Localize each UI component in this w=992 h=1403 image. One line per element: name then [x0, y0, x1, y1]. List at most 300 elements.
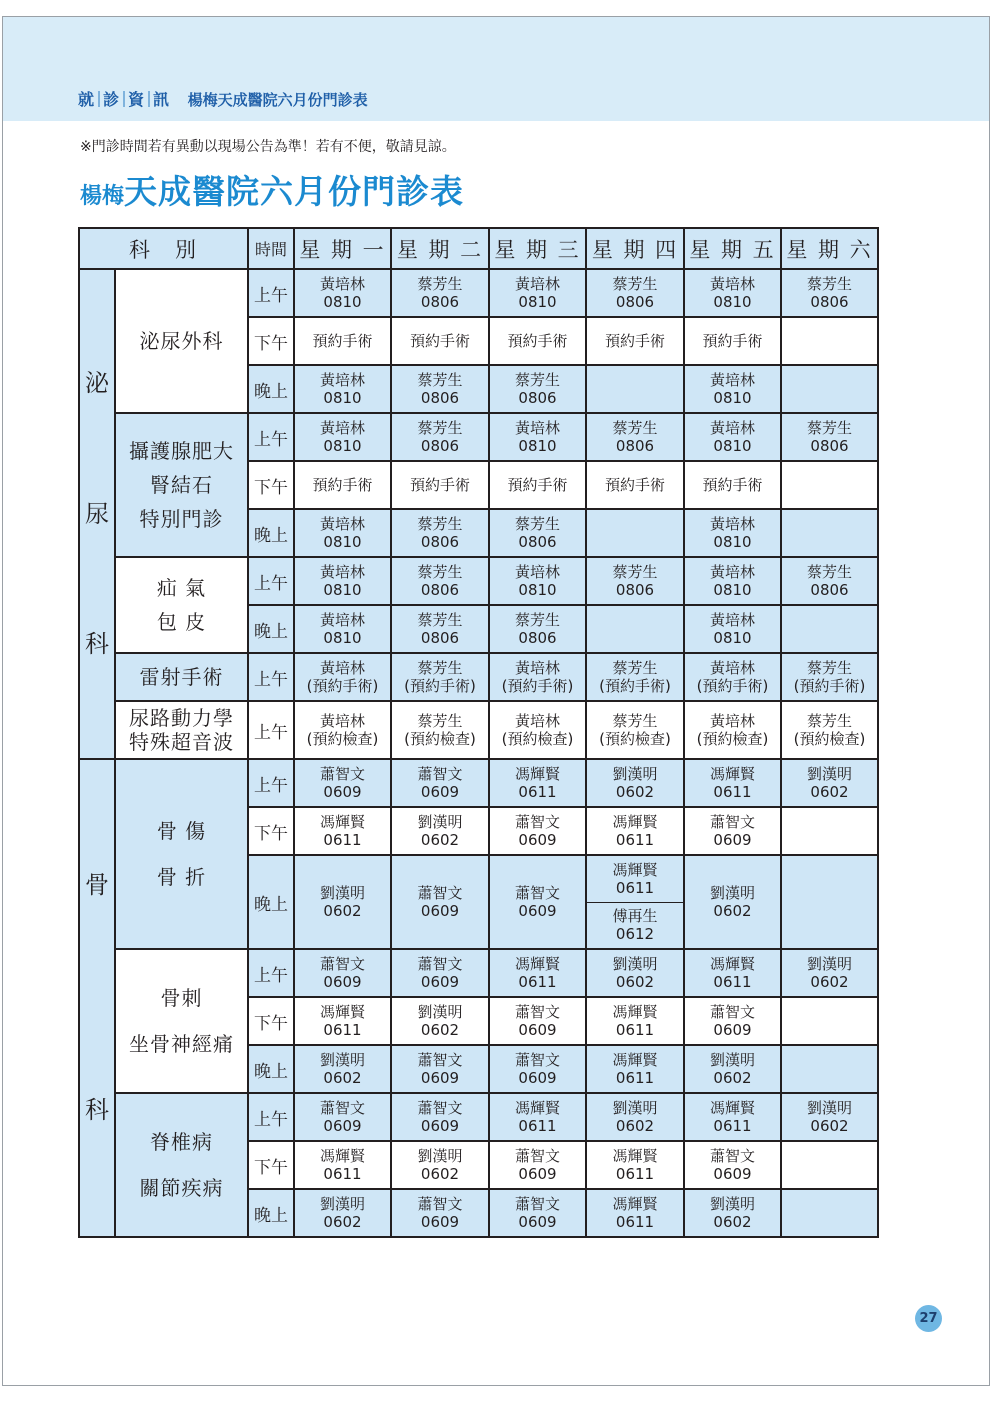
- table-row: [79, 949, 878, 997]
- time-slot-label: 晚上: [248, 509, 294, 557]
- doctor-name: 蕭智文: [514, 1195, 560, 1213]
- doctor-code: 0806: [615, 437, 655, 455]
- schedule-cell: [684, 605, 781, 653]
- time-slot-label: 晚上: [248, 1045, 294, 1093]
- subdept-hernia: [115, 557, 248, 653]
- doctor-code: 0609: [713, 831, 752, 849]
- schedule-cell: [489, 317, 586, 365]
- doctor-code: 0602: [615, 1117, 655, 1135]
- doctor-code: 0806: [420, 437, 460, 455]
- doctor-name: 蔡芳生: [417, 611, 463, 629]
- doctor-code: 0602: [420, 1021, 460, 1039]
- doctor-code: 0806: [518, 629, 557, 647]
- schedule-cell: [294, 1189, 391, 1237]
- doctor-code: 0806: [420, 581, 460, 599]
- doctor-name: 劉漢明: [612, 955, 658, 973]
- doctor-code: 0611: [713, 783, 752, 801]
- header-section-title: [78, 87, 368, 110]
- doctor-name: 黃培林: [514, 712, 560, 730]
- doctor-name: 蕭智文: [514, 884, 560, 902]
- doctor-code: 0806: [615, 293, 655, 311]
- doctor-code: 0602: [713, 902, 752, 920]
- doctor-code: 0609: [420, 902, 460, 920]
- doctor-name: 蔡芳生: [417, 275, 463, 293]
- table-row: [79, 701, 878, 759]
- doctor-name: 劉漢明: [417, 1003, 463, 1021]
- schedule-cell: [391, 807, 489, 855]
- doctor-name: 馮輝賢: [612, 1195, 658, 1213]
- subdept-label: 骨 折: [156, 865, 207, 889]
- doctor-name: 蕭智文: [417, 765, 463, 783]
- schedule-cell: [391, 1141, 489, 1189]
- doctor-code: 0602: [420, 1165, 460, 1183]
- dept-orthopedics: [79, 759, 115, 1237]
- schedule-cell: [781, 605, 878, 653]
- doctor-name: 蕭智文: [417, 1051, 463, 1069]
- doctor-name: 蔡芳生: [612, 659, 658, 677]
- subdept-spur: [115, 949, 248, 1093]
- doctor-name: 蕭智文: [417, 955, 463, 973]
- schedule-cell: [489, 1045, 586, 1093]
- page-number: 27: [915, 1305, 942, 1332]
- doctor-code: 0806: [420, 533, 460, 551]
- header-subtitle: 楊梅天成醫院六月份門診表: [187, 91, 368, 109]
- doctor-code: 0806: [810, 437, 849, 455]
- time-slot-label: 晚上: [248, 855, 294, 949]
- doctor-code: 0612: [615, 925, 655, 943]
- doctor-code: 0810: [713, 629, 752, 647]
- doctor-code: 0602: [810, 783, 849, 801]
- doctor-name: 蕭智文: [709, 1003, 755, 1021]
- schedule-cell: [684, 1189, 781, 1237]
- schedule-cell: [586, 413, 684, 461]
- schedule-cell: [391, 365, 489, 413]
- doctor-name: 馮輝賢: [709, 765, 755, 783]
- time-slot-label: 下午: [248, 997, 294, 1045]
- time-slot-label: 上午: [248, 413, 294, 461]
- time-slot-label: 晚上: [248, 605, 294, 653]
- time-slot-label: 上午: [248, 701, 294, 759]
- doctor-name: 蕭智文: [319, 765, 365, 783]
- schedule-cell: [684, 365, 781, 413]
- doctor-name: 傅再生: [612, 907, 658, 925]
- schedule-cell: [586, 997, 684, 1045]
- schedule-cell: [294, 1045, 391, 1093]
- schedule-cell: [586, 557, 684, 605]
- doctor-name: 劉漢明: [417, 1147, 463, 1165]
- doctor-name: 蕭智文: [417, 1195, 463, 1213]
- doctor-name: 黃培林: [319, 371, 365, 389]
- schedule-cell: [489, 269, 586, 317]
- schedule-cell: [586, 855, 684, 949]
- doctor-name: 蕭智文: [514, 813, 560, 831]
- schedule-cell: [489, 949, 586, 997]
- doctor-code: 0611: [615, 1021, 655, 1039]
- doctor-code: (預約檢查): [599, 730, 671, 748]
- schedule-cell: [294, 807, 391, 855]
- dept-char: 科: [85, 630, 109, 659]
- schedule-cell: [781, 949, 878, 997]
- subdept-label: 泌尿外科: [139, 329, 224, 353]
- schedule-cell: [391, 1093, 489, 1141]
- doctor-name: 黃培林: [319, 275, 365, 293]
- doctor-name: 馮輝賢: [612, 1003, 658, 1021]
- subdept-bph: [115, 413, 248, 557]
- doctor-code: 0611: [615, 1165, 655, 1183]
- schedule-cell: [781, 1141, 878, 1189]
- doctor-name: 黃培林: [319, 419, 365, 437]
- doctor-name: 蕭智文: [417, 884, 463, 902]
- doctor-code: 0602: [615, 783, 655, 801]
- schedule-cell: [489, 701, 586, 759]
- doctor-name: 馮輝賢: [514, 1099, 560, 1117]
- schedule-cell: [586, 317, 684, 365]
- header-day: 星 期 四: [586, 228, 684, 269]
- doctor-name: 馮輝賢: [612, 861, 658, 879]
- header-divider: [123, 91, 125, 107]
- doctor-name: 馮輝賢: [319, 813, 365, 831]
- doctor-code: 0611: [323, 831, 362, 849]
- schedule-cell: [294, 269, 391, 317]
- schedule-cell: [586, 701, 684, 759]
- doctor-name: 蕭智文: [514, 1051, 560, 1069]
- schedule-cell: [294, 701, 391, 759]
- schedule-cell: [294, 365, 391, 413]
- doctor-name: 馮輝賢: [612, 1051, 658, 1069]
- schedule-cell: [684, 855, 781, 949]
- schedule-cell: [586, 1045, 684, 1093]
- doctor-code: 0806: [518, 533, 557, 551]
- schedule-cell: [684, 557, 781, 605]
- header-section-char: 診: [103, 90, 121, 109]
- doctor-code: 0609: [713, 1165, 752, 1183]
- schedule-cell: [294, 997, 391, 1045]
- doctor-code: 0609: [420, 783, 460, 801]
- doctor-name: 劉漢明: [319, 1051, 365, 1069]
- time-slot-label: 上午: [248, 653, 294, 701]
- doctor-name: 黃培林: [709, 371, 755, 389]
- doctor-name: 蕭智文: [709, 1147, 755, 1165]
- table-row: [79, 653, 878, 701]
- doctor-name: 黃培林: [709, 563, 755, 581]
- doctor-name: 蔡芳生: [417, 371, 463, 389]
- schedule-cell: [489, 413, 586, 461]
- schedule-cell: [586, 759, 684, 807]
- doctor-name: 蕭智文: [417, 1099, 463, 1117]
- doctor-name: 馮輝賢: [514, 765, 560, 783]
- schedule-cell: [684, 509, 781, 557]
- doctor-name: 蔡芳生: [514, 611, 560, 629]
- doctor-code: (預約手術): [306, 677, 379, 695]
- doctor-name: 劉漢明: [709, 1195, 755, 1213]
- doctor-code: (預約手術): [501, 677, 574, 695]
- doctor-name: 蔡芳生: [612, 275, 658, 293]
- doctor-code: (預約手術): [793, 677, 866, 695]
- schedule-cell: [391, 557, 489, 605]
- doctor-name: 馮輝賢: [709, 1099, 755, 1117]
- doctor-code: 0810: [713, 389, 752, 407]
- schedule-cell: [781, 509, 878, 557]
- doctor-name: 馮輝賢: [319, 1147, 365, 1165]
- doctor-name: 黃培林: [709, 712, 755, 730]
- schedule-cell: [489, 855, 586, 949]
- subdept-label: 關節疾病: [139, 1176, 224, 1200]
- doctor-name: 馮輝賢: [612, 1147, 658, 1165]
- doctor-name: 預約手術: [507, 332, 568, 350]
- doctor-name: 蔡芳生: [806, 659, 852, 677]
- schedule-cell: [294, 461, 391, 509]
- subdept-label: 特別門診: [139, 507, 224, 531]
- dept-char: 尿: [85, 499, 109, 528]
- schedule-cell: [781, 557, 878, 605]
- schedule-cell: [294, 413, 391, 461]
- schedule-cell: [684, 997, 781, 1045]
- doctor-code: 0609: [713, 1021, 752, 1039]
- schedule-cell: [489, 759, 586, 807]
- doctor-code: 0611: [323, 1021, 362, 1039]
- time-slot-label: 上午: [248, 269, 294, 317]
- doctor-code: (預約檢查): [696, 730, 769, 748]
- time-slot-label: 晚上: [248, 365, 294, 413]
- doctor-code: 0609: [518, 1213, 557, 1231]
- doctor-code: (預約手術): [404, 677, 476, 695]
- doctor-name: 預約手術: [604, 332, 665, 350]
- schedule-cell: [781, 269, 878, 317]
- schedule-cell: [781, 701, 878, 759]
- doctor-name: 預約手術: [312, 332, 373, 350]
- header-section-char: 資: [128, 90, 146, 109]
- schedule-cell: [586, 509, 684, 557]
- doctor-code: 0806: [420, 293, 460, 311]
- doctor-code: 0806: [518, 389, 557, 407]
- schedule-cell: [294, 557, 391, 605]
- time-slot-label: 下午: [248, 807, 294, 855]
- schedule-cell-lower: [587, 902, 683, 948]
- doctor-code: 0602: [810, 1117, 849, 1135]
- schedule-cell: [684, 807, 781, 855]
- schedule-cell: [781, 413, 878, 461]
- schedule-cell: [684, 759, 781, 807]
- dept-char: 科: [85, 1096, 109, 1124]
- doctor-name: 黃培林: [709, 611, 755, 629]
- subdept-label: 尿路動力學: [129, 706, 234, 730]
- schedule-cell: [489, 461, 586, 509]
- schedule-cell: [391, 949, 489, 997]
- doctor-code: 0611: [615, 1213, 655, 1231]
- schedule-cell: [489, 365, 586, 413]
- doctor-name: 蔡芳生: [417, 712, 463, 730]
- schedule-cell: [489, 1189, 586, 1237]
- subdept-label: 坐骨神經痛: [129, 1032, 234, 1056]
- schedule-cell: [586, 461, 684, 509]
- doctor-name: 劉漢明: [417, 813, 463, 831]
- schedule-cell: [781, 1093, 878, 1141]
- page-title-prefix: 楊梅: [80, 184, 125, 209]
- doctor-name: 黃培林: [514, 659, 560, 677]
- doctor-name: 劉漢明: [319, 1195, 365, 1213]
- notice-text: ※門診時間若有異動以現場公告為準！若有不便，敬請見諒。: [80, 139, 456, 155]
- doctor-code: 0810: [713, 293, 752, 311]
- doctor-code: 0609: [518, 1165, 557, 1183]
- schedule-cell: [781, 997, 878, 1045]
- subdept-label: 骨 傷: [156, 819, 207, 843]
- doctor-code: 0602: [323, 1213, 362, 1231]
- subdept-spine: [115, 1093, 248, 1237]
- doctor-code: (預約檢查): [793, 730, 866, 748]
- time-slot-label: 下午: [248, 461, 294, 509]
- schedule-cell: [586, 949, 684, 997]
- doctor-code: 0810: [518, 293, 557, 311]
- doctor-name: 蕭智文: [319, 1099, 365, 1117]
- schedule-cell: [781, 461, 878, 509]
- doctor-name: 蔡芳生: [417, 515, 463, 533]
- schedule-cell: [684, 461, 781, 509]
- schedule-cell: [781, 317, 878, 365]
- time-slot-label: 下午: [248, 317, 294, 365]
- header-dept: 科 別: [79, 228, 248, 269]
- time-slot-label: 下午: [248, 1141, 294, 1189]
- time-slot-label: 上午: [248, 557, 294, 605]
- doctor-name: 蔡芳生: [806, 563, 852, 581]
- subdept-label: 雷射手術: [139, 665, 224, 689]
- header-day: 星 期 三: [489, 228, 586, 269]
- doctor-name: 劉漢明: [319, 884, 365, 902]
- doctor-name: 蕭智文: [514, 1003, 560, 1021]
- doctor-code: 0611: [615, 831, 655, 849]
- schedule-cell: [391, 269, 489, 317]
- schedule-cell: [586, 1189, 684, 1237]
- schedule-cell: [391, 701, 489, 759]
- schedule-cell: [391, 509, 489, 557]
- subdept-label: 特殊超音波: [129, 730, 234, 754]
- doctor-code: 0611: [518, 783, 557, 801]
- schedule-cell: [781, 653, 878, 701]
- header-section-char: 就: [78, 90, 96, 109]
- time-slot-label: 上午: [248, 759, 294, 807]
- schedule-cell: [684, 1045, 781, 1093]
- schedule-cell: [391, 653, 489, 701]
- doctor-name: 預約手術: [702, 332, 763, 350]
- doctor-name: 黃培林: [319, 659, 365, 677]
- doctor-name: 黃培林: [319, 515, 365, 533]
- doctor-code: 0810: [323, 437, 362, 455]
- doctor-code: 0806: [420, 389, 460, 407]
- doctor-code: 0609: [420, 1117, 460, 1135]
- doctor-code: 0609: [518, 1069, 557, 1087]
- doctor-code: 0810: [323, 581, 362, 599]
- page-title: [80, 166, 464, 213]
- doctor-name: 黃培林: [319, 712, 365, 730]
- schedule-cell: [684, 1141, 781, 1189]
- schedule-cell: [489, 1141, 586, 1189]
- subdept-label: 包 皮: [156, 610, 207, 634]
- schedule-cell: [489, 653, 586, 701]
- doctor-code: 0602: [323, 1069, 362, 1087]
- doctor-name: 蔡芳生: [417, 659, 463, 677]
- doctor-code: (預約手術): [599, 677, 671, 695]
- doctor-name: 劉漢明: [806, 1099, 852, 1117]
- table-row: [79, 759, 878, 807]
- schedule-cell: [391, 855, 489, 949]
- doctor-name: 蔡芳生: [612, 712, 658, 730]
- schedule-cell: [294, 759, 391, 807]
- doctor-name: 蔡芳生: [514, 515, 560, 533]
- schedule-cell: [294, 949, 391, 997]
- doctor-name: 黃培林: [514, 275, 560, 293]
- schedule-cell: [489, 557, 586, 605]
- doctor-name: 蔡芳生: [417, 563, 463, 581]
- header-day: 星 期 一: [294, 228, 391, 269]
- doctor-code: 0810: [323, 533, 362, 551]
- header-day: 星 期 五: [684, 228, 781, 269]
- doctor-code: 0810: [518, 437, 557, 455]
- doctor-code: 0609: [323, 783, 362, 801]
- doctor-code: 0611: [615, 1069, 655, 1087]
- doctor-name: 馮輝賢: [514, 955, 560, 973]
- doctor-name: 劉漢明: [709, 884, 755, 902]
- schedule-cell: [781, 759, 878, 807]
- schedule-cell: [684, 413, 781, 461]
- dept-urology: [79, 269, 115, 759]
- doctor-name: 劉漢明: [806, 765, 852, 783]
- schedule-cell: [586, 365, 684, 413]
- doctor-code: 0806: [810, 293, 849, 311]
- doctor-name: 劉漢明: [709, 1051, 755, 1069]
- schedule-cell: [294, 1093, 391, 1141]
- doctor-name: 蕭智文: [709, 813, 755, 831]
- header-day: 星 期 二: [391, 228, 489, 269]
- schedule-cell: [781, 855, 878, 949]
- subdept-urodynamics: [115, 701, 248, 759]
- schedule-cell: [781, 365, 878, 413]
- schedule-cell: [586, 1141, 684, 1189]
- doctor-name: 黃培林: [709, 419, 755, 437]
- doctor-name: 預約手術: [409, 476, 470, 494]
- schedule-cell: [489, 509, 586, 557]
- doctor-name: 蔡芳生: [612, 563, 658, 581]
- doctor-code: 0611: [615, 879, 655, 897]
- doctor-name: 蔡芳生: [514, 371, 560, 389]
- doctor-code: 0609: [420, 1069, 460, 1087]
- doctor-name: 預約手術: [409, 332, 470, 350]
- doctor-name: 預約手術: [702, 476, 763, 494]
- schedule-cell: [684, 269, 781, 317]
- page-title-main: 天成醫院六月份門診表: [124, 172, 465, 211]
- schedule-cell: [684, 701, 781, 759]
- subdept-fracture: [115, 759, 248, 949]
- subdept-label: 疝 氣: [156, 576, 207, 600]
- doctor-code: 0611: [713, 973, 752, 991]
- doctor-name: 蔡芳生: [806, 712, 852, 730]
- doctor-name: 劉漢明: [612, 765, 658, 783]
- header-time: 時間: [248, 228, 294, 269]
- doctor-code: 0609: [420, 1213, 460, 1231]
- doctor-code: 0810: [713, 437, 752, 455]
- header-day: 星 期 六: [781, 228, 878, 269]
- schedule-cell: [391, 413, 489, 461]
- subdept-label: 腎結石: [150, 473, 213, 497]
- header-section-char: 訊: [153, 90, 171, 109]
- clinic-schedule-table: [78, 227, 879, 1238]
- schedule-cell: [684, 949, 781, 997]
- doctor-code: 0810: [323, 293, 362, 311]
- schedule-cell: [781, 807, 878, 855]
- time-slot-label: 上午: [248, 1093, 294, 1141]
- doctor-code: 0602: [420, 831, 460, 849]
- doctor-name: 蔡芳生: [417, 419, 463, 437]
- table-row: [79, 1093, 878, 1141]
- doctor-code: 0806: [615, 581, 655, 599]
